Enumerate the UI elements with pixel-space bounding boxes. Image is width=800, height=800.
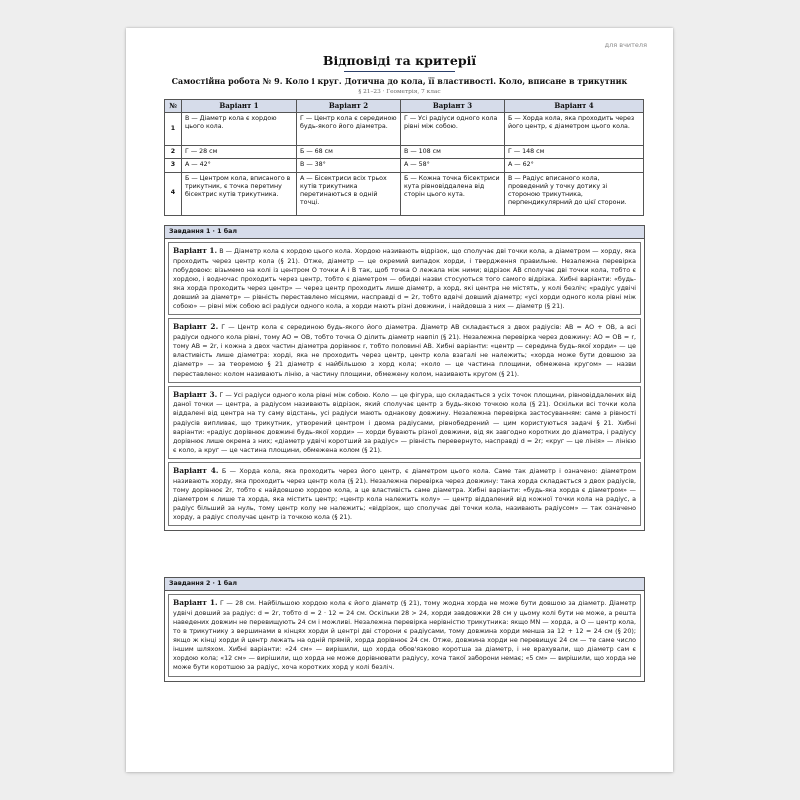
table-cell: А — Бісектриси всіх трьох кутів трикутника перетинаються в одній точці. bbox=[297, 172, 401, 215]
table-header-variant-2: Варіант 2 bbox=[297, 100, 401, 113]
table-header-num: № bbox=[165, 100, 182, 113]
table-header-variant-4: Варіант 4 bbox=[505, 100, 644, 113]
variant-title: Варіант 1. bbox=[173, 246, 218, 255]
variant-title: Варіант 4. bbox=[173, 466, 219, 476]
for-teacher-label: для вчителя bbox=[604, 41, 647, 49]
row-number: 3 bbox=[165, 159, 182, 172]
page-subtitle: Самостійна робота № 9. Коло і круг. Дотична до кола, її властивості. Коло, вписане в трикутник bbox=[171, 76, 628, 86]
task-1-section bbox=[164, 225, 645, 531]
table-cell: А — 62° bbox=[505, 159, 644, 172]
table-cell: В — Радіус вписаного кола, проведений у точку дотику зі стороною трикутника, перпендикулярний до цієї сторони. bbox=[505, 172, 644, 215]
table-cell: Г — 148 см bbox=[505, 146, 644, 159]
task-2-heading: Завдання 2 · 1 бал bbox=[165, 578, 644, 591]
table-cell: В — Діаметр кола є хордою цього кола. bbox=[182, 113, 297, 146]
task-1-variant-3 bbox=[168, 386, 641, 459]
table-cell: А — 58° bbox=[401, 159, 505, 172]
table-cell: Г — Центр кола є серединою будь-якого його діаметра. bbox=[297, 113, 401, 146]
task-1-heading: Завдання 1 · 1 бал bbox=[165, 226, 644, 239]
table-cell: Г — 28 см bbox=[182, 146, 297, 159]
variant-title: Варіант 3. bbox=[173, 389, 218, 399]
page-title: Відповіді та критерії bbox=[322, 53, 477, 68]
task-1-variant-1 bbox=[168, 242, 641, 315]
row-number: 4 bbox=[165, 172, 182, 215]
table-cell: Б — 68 см bbox=[297, 146, 401, 159]
row-number: 2 bbox=[165, 146, 182, 159]
document-page bbox=[126, 28, 673, 772]
title-underline bbox=[344, 71, 455, 72]
table-row bbox=[165, 159, 644, 172]
variant-text: Г — 28 см. Найбільшою хордою кола є його діаметр (§ 21), тому жодна хорда не може бути довшою за діаметр. Діаметр удвічі довший за радіус: d = 2r, тобто d = 2 · 12 = 24 см. Оскільки 28 > 24, хорди завдовжки 28 см у цьому колі бути не може, а решта наведених довжин не перевищують 24 см і можливі. Незалежна перевірка нерівністю трикутника: якщо MN — хорда, а O — центр кола, то в трикутнику з вершинами в кінцях хорди й центрі дві сторони є радіусами, тому довжина хорди менша за 12 + 12 = 24 см (§ 20); якщо ж кінці хорди й центр лежать на одній прямій, хорда дорівнює 24 см. Отже, довжина хорди не перевищує 24 см — те саме число іншим шляхом. Хибні варіанти: «24 см» — вирішили, що хорда обов'язково коротша за діаметр, і не врахували, що діаметр сам є хордою кола; «12 см» — вирішили, що хорда не може дорівнювати радіусу, хоча такої заборони немає; «5 см» — вирішили, що хорда не може бути коротшою за радіус, хоча коротких хорд у колі безліч. bbox=[173, 600, 637, 672]
answers-table bbox=[164, 99, 644, 216]
table-header-variant-1: Варіант 1 bbox=[182, 100, 297, 113]
variant-text: Г — Усі радіуси одного кола рівні між собою. Коло — це фігура, що складається з усіх точок площини, рівновіддалених від даної точки — центра, а радіусом називають відрізок, який сполучає центр з будь-якою точкою кола (§ 21). Оскільки всі точки кола віддалені від центра на ту саму відстань, усі радіуси мають однакову довжину. Незалежна перевірка застосуванням: саме з рівності радіусів випливає, що трикутник, утворений центром і двома радіусами, рівнобедрений — цим користуються задачі § 21. Хибні варіанти: «радіус дорівнює довжині будь-якої хорди» — хорди бувають різної довжини, від як завгодно коротких до діаметра, і радіусу дорівнює лише окрема з них; «діаметр удвічі коротший за радіус» — рівність перевернуто, насправді d = 2r; «круг — це лінія» — лінією є коло, а круг — це частина площини, обмежена колом (§ 21). bbox=[173, 391, 637, 454]
row-number: 1 bbox=[165, 113, 182, 146]
variant-title: Варіант 2. bbox=[173, 322, 219, 332]
table-row bbox=[165, 113, 644, 146]
table-row bbox=[165, 172, 644, 215]
page-meta: § 21–23 · Геометрія, 7 клас bbox=[358, 89, 441, 95]
table-cell: Б — Кожна точка бісектриси кута рівновіддалена від сторін цього кута. bbox=[401, 172, 505, 215]
task-2-section bbox=[164, 577, 645, 682]
variant-text: Г — Центр кола є серединою будь-якого його діаметра. Діаметр AB складається з двох радіусів: AB = AO + OB, а всі радіуси одного кола рівні, тому AO = OB, тобто точка O ділить діаметр навпіл (§ 21). Незалежна перевірка через довжину: AO = OB = r, тому AB = 2r, і кожна з двох частин діаметра дорівнює r, тобто половині AB. Хибні варіанти: «центр — середина будь-якої хорди» — це властивість лише діаметра: хорді, яка не проходить через центр, центр кола взагалі не належить; «хорда може бути довшою за діаметр» — за теоремою § 21 діаметр є найбільшою з хорд кола; «коло — це частина площини, обмежена кругом» — назви переставлено: колом називають лінію, а частину площини, обмежену колом, називають кругом (§ 21). bbox=[173, 324, 637, 378]
table-cell: Г — Усі радіуси одного кола рівні між собою. bbox=[401, 113, 505, 146]
table-cell: В — 38° bbox=[297, 159, 401, 172]
variant-title: Варіант 1. bbox=[173, 598, 218, 607]
variant-text: Б — Хорда кола, яка проходить через його центр, є діаметром цього кола. Саме так діаметр і означено: діаметром називають хорду, яка проходить через центр кола (§ 21). Незалежна перевірка через довжину: така хорда складається з двох радіусів, тому дорівнює 2r, тобто є найдовшою хордою кола, а це властивість саме діаметра. Хибні варіанти: «будь-яка хорда є діаметром» — діаметром є лише та хорда, яка містить центр; «центр кола належить колу» — центр віддалений від кожної точки кола на радіус, а радіус більший за нуль, тому центр колу не належить; «відрізок, що сполучає дві точки кола, називають радіусом» — так означено хорду, а радіус сполучає центр із точкою кола (§ 21). bbox=[173, 468, 636, 522]
task-1-variant-2 bbox=[168, 318, 641, 382]
task-1-variant-4 bbox=[168, 462, 641, 526]
table-cell: Б — Хорда кола, яка проходить через його центр, є діаметром цього кола. bbox=[505, 113, 644, 146]
table-cell: Б — Центром кола, вписаного в трикутник, є точка перетину бісектрис кутів трикутника. bbox=[182, 172, 297, 215]
table-row bbox=[165, 146, 644, 159]
table-header-row bbox=[165, 100, 644, 113]
variant-text: В — Діаметр кола є хордою цього кола. Хордою називають відрізок, що сполучає дві точки кола, а діаметром — хорду, яка проходить через центр кола (§ 21). Отже, діаметр — це окремий випадок хорди, і твердження правильне. Незалежна перевірка побудовою: візьмемо на колі із центром O точки A і B так, щоб точка O лежала між ними; відрізок AB сполучає дві точки кола, тобто є хордою, і водночас проходить через центр, тобто є діаметром — обидві назви стосуються того самого відрізка. Хибні варіанти: «будь-яка хорда проходить через центр» — через центр проходить лише діаметр, а хорд, які центра не містять, у колі безліч; «радіус удвічі довший за діаметр» — рівність переставлено місцями, насправді d = 2r, тобто вдвічі довший діаметр; «усі хорди одного кола рівні між собою» — рівні між собою всі радіуси одного кола, а хорди мають різні довжини, і найдовша з них — діаметр (§ 21). bbox=[173, 248, 637, 311]
task-2-variant-1 bbox=[168, 594, 641, 677]
table-cell: А — 42° bbox=[182, 159, 297, 172]
table-cell: В — 108 см bbox=[401, 146, 505, 159]
table-header-variant-3: Варіант 3 bbox=[401, 100, 505, 113]
